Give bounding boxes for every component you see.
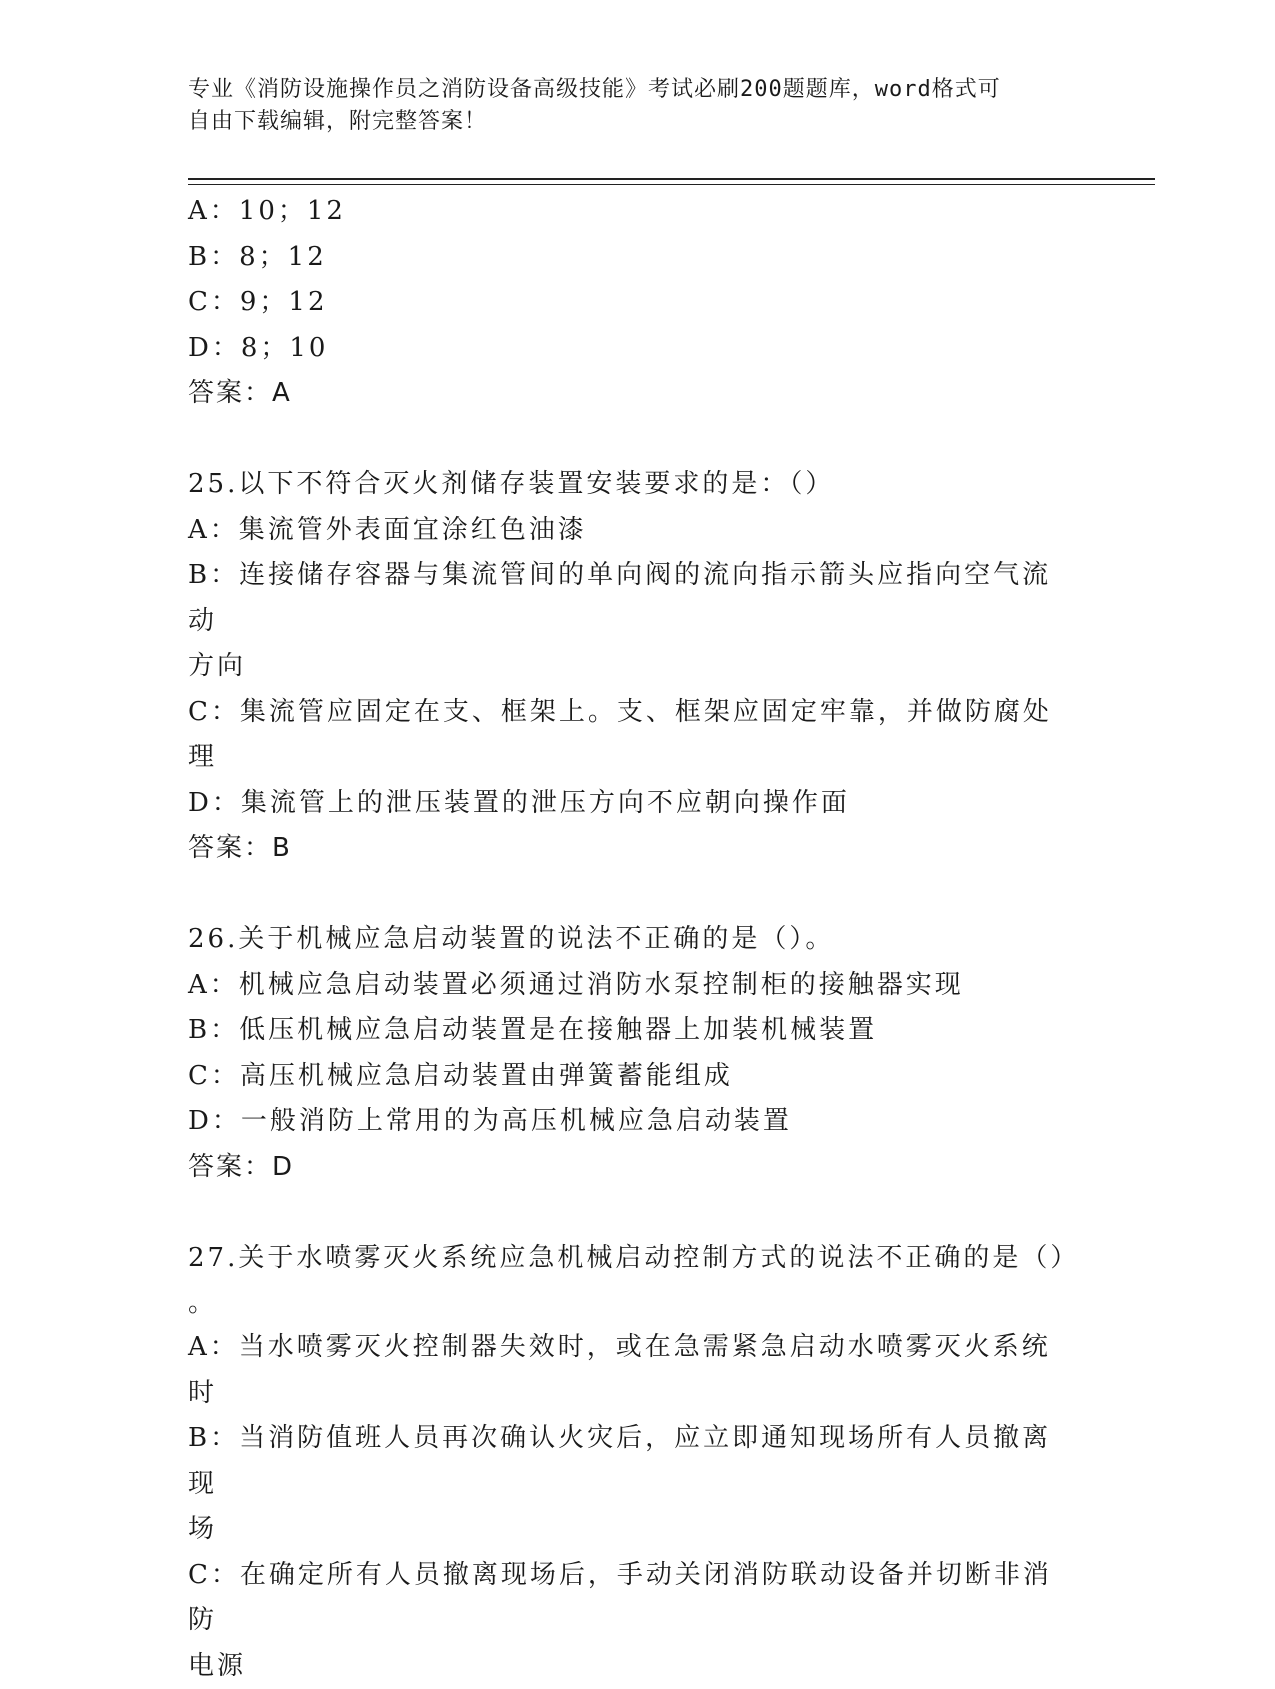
question-content	[188, 189, 1078, 1689]
option-b: B：8；12	[188, 235, 1078, 281]
option-c: C：在确定所有人员撤离现场后，手动关闭消防联动设备并切断非消防	[188, 1553, 1078, 1644]
option-a: A：当水喷雾灭火控制器失效时，或在急需紧急启动水喷雾灭火系统时	[188, 1325, 1078, 1416]
option-a: A：10；12	[188, 189, 1078, 235]
option-c: C：9；12	[188, 280, 1078, 326]
question-26	[188, 917, 1078, 1190]
question-text-continued: 。	[188, 1281, 1078, 1325]
header-line-1: 专业《消防设施操作员之消防设备高级技能》考试必刷200题题库，word格式可	[188, 74, 1068, 106]
question-text: 27.关于水喷雾灭火系统应急机械启动控制方式的说法不正确的是（）	[188, 1236, 1078, 1282]
option-a: A：集流管外表面宜涂红色油漆	[188, 508, 1078, 554]
question-27	[188, 1236, 1078, 1689]
option-b-continued: 场	[188, 1507, 1078, 1553]
option-d: D：一般消防上常用的为高压机械应急启动装置	[188, 1099, 1078, 1145]
header-divider-thin	[188, 184, 1155, 185]
option-c: C：集流管应固定在支、框架上。支、框架应固定牢靠，并做防腐处理	[188, 690, 1078, 781]
option-b: B：连接储存容器与集流管间的单向阀的流向指示箭头应指向空气流动	[188, 553, 1078, 644]
option-d: D：集流管上的泄压装置的泄压方向不应朝向操作面	[188, 781, 1078, 827]
option-d: D：8；10	[188, 326, 1078, 372]
option-c-continued: 电源	[188, 1644, 1078, 1689]
answer: 答案：A	[188, 371, 1078, 417]
question-text: 26.关于机械应急启动装置的说法不正确的是（）。	[188, 917, 1078, 963]
document-header	[188, 74, 1068, 138]
option-b-continued: 方向	[188, 644, 1078, 690]
option-a: A：机械应急启动装置必须通过消防水泵控制柜的接触器实现	[188, 963, 1078, 1009]
header-divider-thick	[188, 178, 1155, 180]
question-text: 25.以下不符合灭火剂储存装置安装要求的是：（）	[188, 462, 1078, 508]
option-b: B：低压机械应急启动装置是在接触器上加装机械装置	[188, 1008, 1078, 1054]
option-c: C：高压机械应急启动装置由弹簧蓄能组成	[188, 1054, 1078, 1100]
header-line-2: 自由下载编辑，附完整答案！	[188, 106, 1068, 138]
answer: 答案：D	[188, 1145, 1078, 1191]
option-b: B：当消防值班人员再次确认火灾后，应立即通知现场所有人员撤离现	[188, 1416, 1078, 1507]
question-25	[188, 462, 1078, 872]
question-24-options	[188, 189, 1078, 417]
answer: 答案：B	[188, 826, 1078, 872]
